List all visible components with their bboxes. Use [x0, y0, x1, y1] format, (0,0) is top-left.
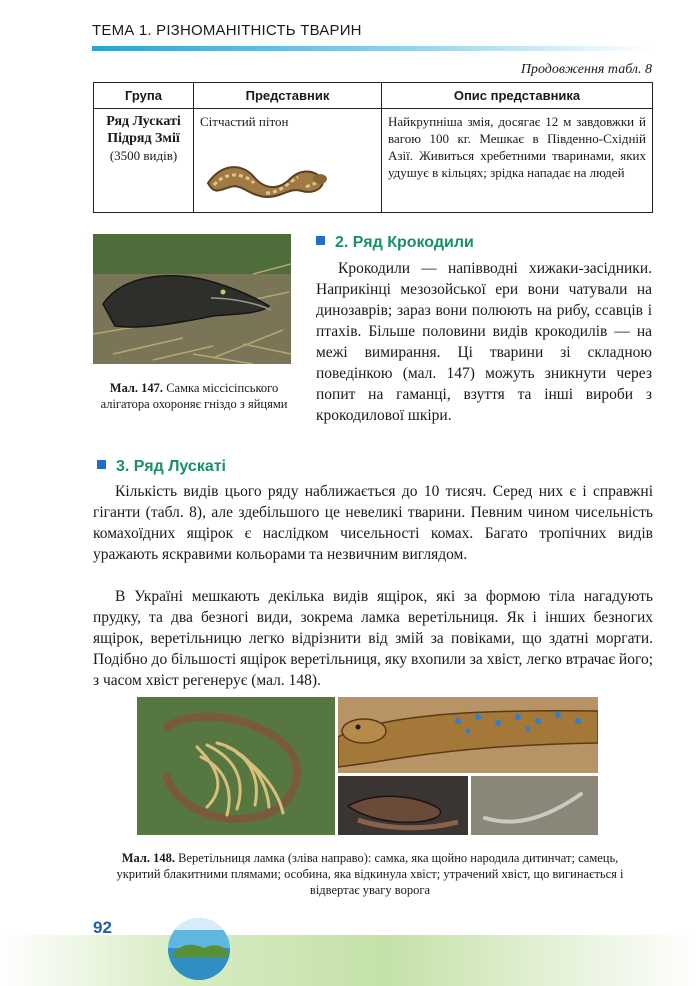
- page-number: 92: [93, 918, 112, 937]
- section-3-paragraph-1: Кількість видів цього ряду наближається до 10 тисяч. Серед них є і справжні гіганти (табл. 8), але здебільшого це невеликі тварини. Певним чином чисельність комахоїдних ящірок є наслідком чисельності комах. Багато тропічних видів уражають яскравими кольорами та незвичним виглядом.: [93, 483, 653, 563]
- section-2-heading-text: 2. Ряд Крокодили: [335, 234, 474, 251]
- representative-name: Сітчастий пітон: [200, 114, 289, 129]
- section-2-heading: [316, 234, 474, 252]
- figure-148-caption: [110, 850, 630, 898]
- section-3-paragraph-2: В Україні мешкають декілька видів ящірок, які за формою тіла нагадують прудку, та два безногі види, зокрема ламка веретільниця. Як і інших безногих ящірок, веретільницю легко відрізнити від змій за повіками, що здатні моргати. Подібно до більшості ящірок веретільниця, яку вхопили за хвіст, легко втрачає його; з часом хвіст регенерує (мал. 148).: [93, 588, 653, 689]
- figure-147-label: Мал. 147.: [109, 381, 164, 395]
- table-caption: Продовження табл. 8: [520, 62, 652, 77]
- section-2-text: Крокодили — напівводні хижаки-засідники. Наприкінці мезозойської ери вони чатували на динозаврів; зараз вони полюють на рибу, ссавців і птахів. Більше половини видів крокодилів — на межі вимирання. Ці тварини зі складною поведінкою (мал. 147) можуть зникнути через попит на гаманці, взуття та інші вироби з крокодилової шкіри.: [316, 260, 652, 424]
- slow-worm-tailless-photo: [338, 776, 468, 835]
- lost-tail-photo: [471, 776, 598, 835]
- group-cell: [94, 109, 194, 213]
- slow-worm-female-photo: [137, 697, 335, 835]
- group-order: Ряд Лускаті: [106, 114, 181, 129]
- section-3-heading: [97, 458, 226, 476]
- chapter-title: ТЕМА 1. РІЗНОМАНІТНІСТЬ ТВАРИН: [92, 22, 362, 39]
- slow-worm-male-image: [338, 697, 598, 773]
- alligator-photo: [93, 234, 291, 364]
- alligator-image: [93, 234, 291, 364]
- globe-icon: [168, 918, 230, 980]
- group-suborder: Підряд Змії: [107, 131, 180, 146]
- column-header-representative: Представник: [194, 83, 382, 109]
- representative-cell: [194, 109, 382, 213]
- slow-worm-male-photo: [338, 697, 598, 773]
- figure-148-text: Веретільниця ламка (зліва направо): самка, яка щойно народила дитинчат; самець, укритий блакитними плямами; особина, яка відкинула хвіст; утрачений хвіст, що вигинається і відвертає увагу ворога: [116, 851, 624, 897]
- figure-147-caption: [96, 380, 292, 412]
- description-cell: Найкрупніша змія, досягає 12 м завдовжки й вагою 100 кг. Мешкає в Південно-Східній Азії. Живиться хребетними тваринами, яких удушує в кільцях; зрідка нападає на людей: [382, 109, 653, 213]
- species-table: [93, 82, 653, 213]
- section-bullet-icon: [97, 460, 106, 469]
- section-3-heading-text: 3. Ряд Лускаті: [116, 458, 226, 475]
- table-row: [94, 109, 653, 213]
- python-image: [202, 143, 332, 203]
- slow-worm-female-image: [137, 697, 335, 835]
- figure-147-text: Самка міссісіпського алігатора охороняє гніздо з яйцями: [100, 381, 288, 411]
- slow-worm-tailless-image: [338, 776, 468, 835]
- column-header-description: Опис представника: [382, 83, 653, 109]
- table-header-row: [94, 83, 653, 109]
- header-rule: [92, 46, 652, 51]
- section-bullet-icon: [316, 236, 325, 245]
- column-header-group: Група: [94, 83, 194, 109]
- figure-148-label: Мал. 148.: [121, 851, 175, 865]
- lost-tail-image: [471, 776, 598, 835]
- group-species-count: (3500 видів): [109, 148, 178, 163]
- footer-band: [0, 935, 700, 986]
